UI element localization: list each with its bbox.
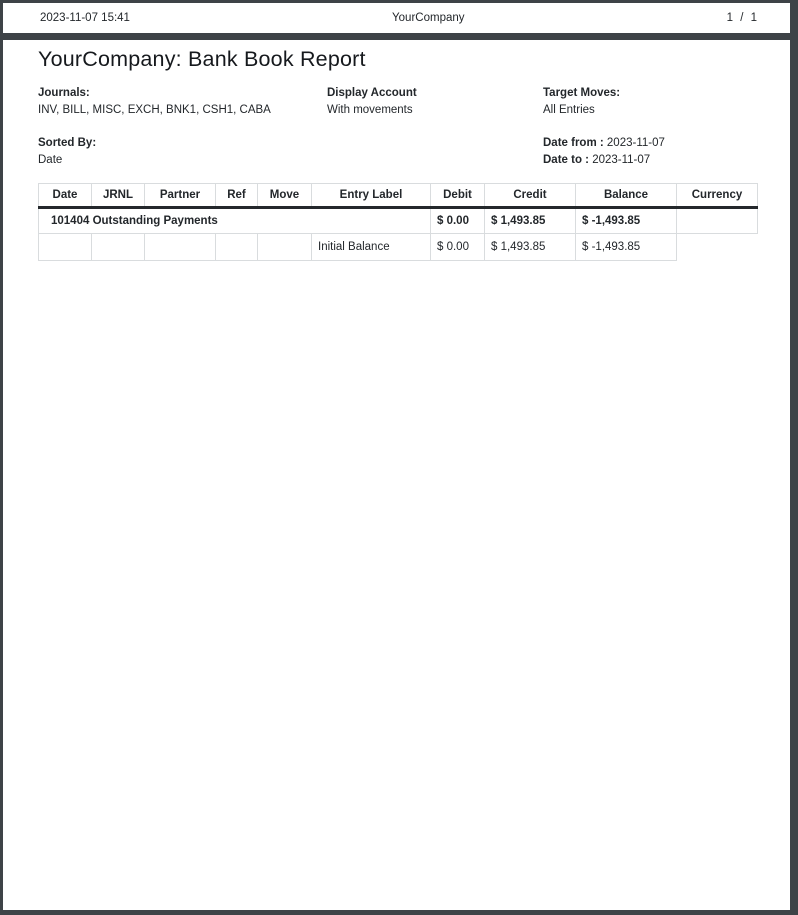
account-summary-row (39, 208, 758, 234)
column-header-date: Date (39, 184, 92, 208)
filters-row2-spacer (327, 135, 543, 169)
filter-dates (543, 135, 759, 169)
entry-partner-cell (145, 234, 216, 261)
entry-credit-cell: $ 1,493.85 (485, 234, 576, 261)
column-header-partner: Partner (145, 184, 216, 208)
header-datetime: 2023-11-07 15:41 (40, 12, 130, 24)
table-header-row (39, 184, 758, 208)
column-header-debit: Debit (431, 184, 485, 208)
report-title: YourCompany: Bank Book Report (38, 47, 366, 71)
entry-currency-cell (677, 234, 758, 261)
target-moves-label: Target Moves: (543, 87, 621, 99)
date-from-value: 2023-11-07 (606, 137, 665, 149)
account-balance-cell: $ -1,493.85 (576, 208, 677, 234)
bank-book-table (38, 183, 758, 261)
column-header-jrnl: JRNL (92, 184, 145, 208)
display-account-label: Display Account (327, 87, 417, 99)
journals-label: Journals: (38, 87, 90, 99)
filter-journals (38, 85, 327, 119)
filter-target-moves (543, 85, 759, 119)
journals-value: INV, BILL, MISC, EXCH, BNK1, CSH1, CABA (38, 104, 271, 116)
entry-balance-cell: $ -1,493.85 (576, 234, 677, 261)
column-header-credit: Credit (485, 184, 576, 208)
entry-date-cell (39, 234, 92, 261)
date-to-label: Date to : (543, 154, 589, 166)
page-running-header (3, 3, 790, 33)
filters-row-2 (38, 135, 759, 169)
column-header-move: Move (258, 184, 312, 208)
column-header-ref: Ref (216, 184, 258, 208)
report-page (3, 40, 790, 910)
entry-debit-cell: $ 0.00 (431, 234, 485, 261)
entry-row (39, 234, 758, 261)
target-moves-value: All Entries (543, 104, 595, 116)
entry-label-cell: Initial Balance (312, 234, 431, 261)
entry-move-cell (258, 234, 312, 261)
account-name-cell: 101404 Outstanding Payments (39, 208, 431, 234)
filter-sorted-by (38, 135, 327, 169)
column-header-entry-label: Entry Label (312, 184, 431, 208)
column-header-balance: Balance (576, 184, 677, 208)
account-credit-cell: $ 1,493.85 (485, 208, 576, 234)
column-header-currency: Currency (677, 184, 758, 208)
sorted-by-value: Date (38, 154, 63, 166)
filters-row-1 (38, 85, 759, 119)
date-from-line (543, 135, 759, 152)
date-to-value: 2023-11-07 (592, 154, 651, 166)
account-debit-cell: $ 0.00 (431, 208, 485, 234)
filter-display-account (327, 85, 543, 119)
header-company-name: YourCompany (392, 12, 465, 24)
entry-ref-cell (216, 234, 258, 261)
account-currency-cell (677, 208, 758, 234)
header-page-number: 1 / 1 (726, 12, 757, 24)
display-account-value: With movements (327, 104, 413, 116)
entry-jrnl-cell (92, 234, 145, 261)
date-to-line (543, 152, 759, 169)
sorted-by-label: Sorted By: (38, 137, 97, 149)
date-from-label: Date from : (543, 137, 604, 149)
